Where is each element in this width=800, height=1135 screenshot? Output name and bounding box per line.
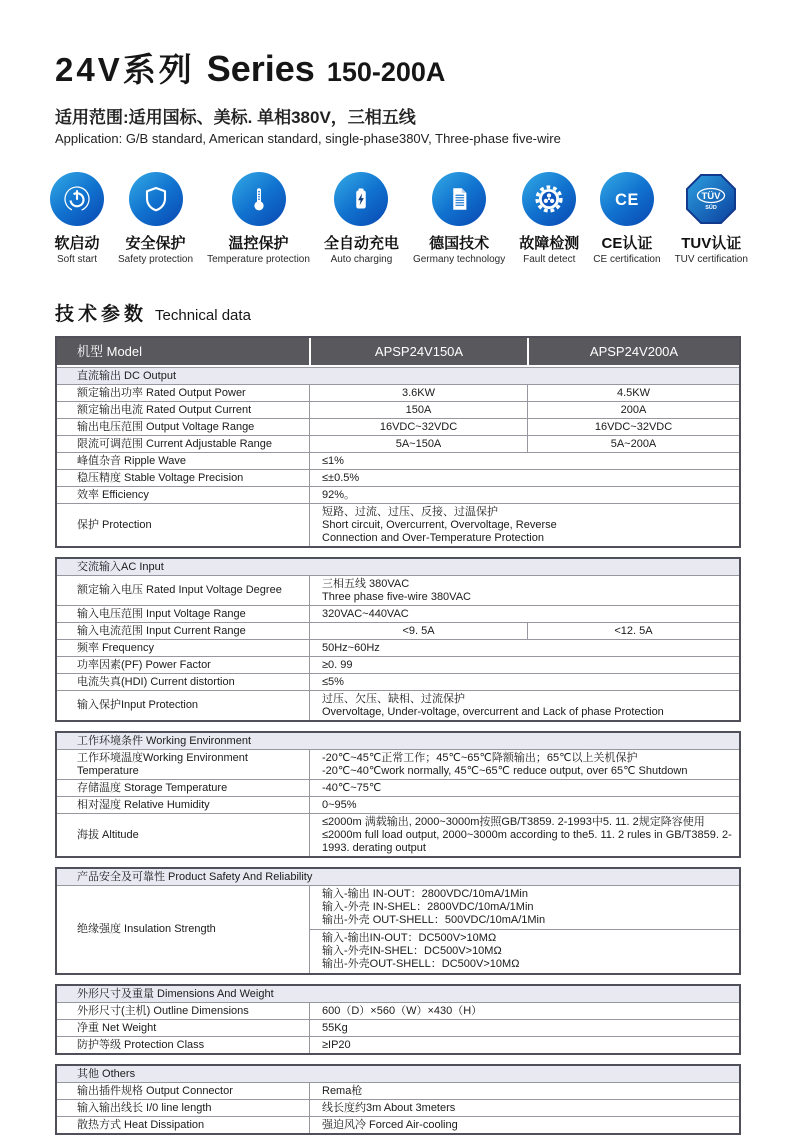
table-row xyxy=(57,1082,739,1099)
value-line: 输出-外壳OUT-SHELL：DC500V>10MΩ xyxy=(322,958,520,970)
table-row xyxy=(57,605,739,622)
row-label: 输入输出线长 I/0 line length xyxy=(77,1101,212,1114)
row-value xyxy=(309,657,739,673)
value-line: -40℃~75℃ xyxy=(322,781,382,794)
row-value xyxy=(309,453,739,469)
table-block xyxy=(55,731,741,858)
section-title: 产品安全及可靠性 Product Safety And Reliability xyxy=(57,869,739,885)
section-header-row xyxy=(57,986,739,1002)
spec-tables xyxy=(55,336,741,1135)
value-line: 输入-外壳 IN-SHEL：2800VDC/10mA/1Min xyxy=(322,901,534,913)
value-line: 50Hz~60Hz xyxy=(322,641,380,654)
feature-icons-row xyxy=(50,172,748,265)
table-row xyxy=(57,503,739,546)
row-value xyxy=(309,780,739,796)
row-value xyxy=(309,814,739,856)
svg-text:TÜV: TÜV xyxy=(701,191,721,202)
value-group xyxy=(310,886,739,929)
row-label: 峰值杂音 Ripple Wave xyxy=(77,454,187,467)
feature-item xyxy=(118,172,193,265)
table-row xyxy=(57,418,739,435)
value-line: ≤2000m full load output, 2000~3000m according to the5. 11. 2 rules in GB/T3859. 2-1993. derating output xyxy=(322,828,732,854)
table-row xyxy=(57,575,739,605)
table-block xyxy=(55,984,741,1055)
table-row xyxy=(57,452,739,469)
table-row xyxy=(57,1099,739,1116)
section-title: 交流输入AC Input xyxy=(57,559,739,575)
table-row xyxy=(57,779,739,796)
feature-label-en: Germany technology xyxy=(412,254,506,265)
section-title: 其他 Others xyxy=(57,1066,739,1082)
feature-item xyxy=(519,172,579,265)
table-row xyxy=(57,401,739,418)
model-column-1: APSP24V150A xyxy=(309,338,527,365)
feature-label-en: Auto charging xyxy=(330,254,393,265)
row-value xyxy=(309,1037,739,1053)
table-row xyxy=(57,1036,739,1053)
feature-item xyxy=(207,172,310,265)
feature-label-cn: 温控保护 xyxy=(228,235,289,252)
technical-data-heading-en: Technical data xyxy=(155,307,251,324)
svg-text:CE: CE xyxy=(615,191,639,209)
row-label: 绝缘强度 Insulation Strength xyxy=(77,923,216,935)
table-row xyxy=(57,639,739,656)
row-value xyxy=(309,1083,739,1099)
section-title: 工作环境条件 Working Environment xyxy=(57,733,739,749)
application-range-cn: 适用范围:适用国标、美标. 单相380V，三相五线 xyxy=(55,108,416,127)
row-label: 额定输入电压 Rated Input Voltage Degree xyxy=(77,584,282,596)
section-header-row xyxy=(57,559,739,575)
row-value xyxy=(309,750,739,779)
value-line: 输入-输出 IN-OUT：2800VDC/10mA/1Min xyxy=(322,888,528,900)
feature-label-en: Safety protection xyxy=(118,254,194,265)
feature-item xyxy=(675,172,748,265)
table-block xyxy=(55,1064,741,1135)
section-header-row xyxy=(57,1066,739,1082)
row-value-stack xyxy=(309,886,739,973)
row-value: <12. 5A xyxy=(527,623,739,639)
technical-data-heading-cn: 技术参数 xyxy=(55,304,148,325)
value-line: Overvoltage, Under-voltage, overcurrent and Lack of phase Protection xyxy=(322,705,664,718)
value-line: 600（D）×560（W）×430（H） xyxy=(322,1004,483,1017)
table-row xyxy=(57,1002,739,1019)
application-range-en: Application: G/B standard, American standard, single-phase380V, Three-phase five-wire xyxy=(55,131,561,146)
battery-charging-icon xyxy=(334,172,388,226)
value-line: 强迫风冷 Forced Air-cooling xyxy=(322,1118,458,1131)
feature-label-en: CE certification xyxy=(593,254,661,265)
row-value: 150A xyxy=(309,402,527,418)
row-value: 3.6KW xyxy=(309,385,527,401)
value-line: ≤2000m 满载输出, 2000~3000m按照GB/T3859. 2-1993中5. 11. 2规定降容使用 xyxy=(322,815,705,828)
title-current-range: 150-200A xyxy=(326,57,446,87)
section-header-row xyxy=(57,733,739,749)
section-header-row xyxy=(57,367,739,384)
technical-data-heading xyxy=(55,299,745,326)
table-row xyxy=(57,1116,739,1133)
value-line: Short circuit, Overcurrent, Overvoltage, Reverse xyxy=(322,518,557,531)
ce-icon xyxy=(600,172,654,226)
feature-label-cn: TUV认证 xyxy=(681,235,742,252)
row-label: 相对湿度 Relative Humidity xyxy=(77,798,210,811)
title-series-en: Series xyxy=(206,48,315,89)
value-group xyxy=(310,929,739,973)
value-line: 输入-外壳IN-SHEL：DC500V>10MΩ xyxy=(322,945,502,957)
table-row xyxy=(57,622,739,639)
row-label: 海拔 Altitude xyxy=(77,828,139,841)
model-header-label: 机型 Model xyxy=(77,344,143,359)
table-row xyxy=(57,673,739,690)
feature-item xyxy=(413,172,505,265)
feature-label-cn: 德国技术 xyxy=(429,235,490,252)
table-row xyxy=(57,749,739,779)
row-value: 16VDC~32VDC xyxy=(309,419,527,435)
feature-item xyxy=(50,172,104,265)
row-value xyxy=(309,1117,739,1133)
row-value xyxy=(309,1100,739,1116)
datasheet-page xyxy=(0,44,800,1131)
section-title: 直流输出 DC Output xyxy=(57,368,739,384)
row-label: 输入电流范围 Input Current Range xyxy=(77,624,246,637)
table-row xyxy=(57,656,739,673)
value-line: Three phase five-wire 380VAC xyxy=(322,590,471,603)
feature-label-en: Soft start xyxy=(56,254,97,265)
thermometer-icon xyxy=(232,172,286,226)
row-value: 200A xyxy=(527,402,739,418)
row-label: 工作环境温度Working Environment Temperature xyxy=(77,751,248,777)
row-value xyxy=(309,691,739,720)
row-label: 稳压精度 Stable Voltage Precision xyxy=(77,471,244,484)
row-label: 额定输出电流 Rated Output Current xyxy=(77,403,252,416)
row-value xyxy=(309,1003,739,1019)
row-value xyxy=(309,487,739,503)
row-value xyxy=(309,504,739,546)
model-header-row xyxy=(57,338,739,367)
row-label: 功率因素(PF) Power Factor xyxy=(77,658,211,671)
row-value xyxy=(309,576,739,605)
row-label: 输入保护Input Protection xyxy=(77,699,199,711)
row-value xyxy=(309,640,739,656)
table-block xyxy=(55,336,741,548)
row-label: 净重 Net Weight xyxy=(77,1021,157,1034)
value-line: ≥IP20 xyxy=(322,1038,351,1051)
feature-label-cn: CE认证 xyxy=(601,235,653,252)
row-label: 防护等级 Protection Class xyxy=(77,1038,205,1051)
tuv-icon xyxy=(684,172,738,226)
row-label: 输出插件规格 Output Connector xyxy=(77,1084,233,1097)
table-row xyxy=(57,690,739,720)
table-row xyxy=(57,486,739,503)
model-column-2: APSP24V200A xyxy=(527,338,739,365)
table-row xyxy=(57,384,739,401)
feature-label-cn: 安全保护 xyxy=(125,235,186,252)
section-header-row xyxy=(57,869,739,885)
row-value: 5A~200A xyxy=(527,436,739,452)
page-header xyxy=(55,44,745,146)
row-label: 存储温度 Storage Temperature xyxy=(77,781,228,794)
value-line: 55Kg xyxy=(322,1021,348,1034)
gear-icon xyxy=(522,172,576,226)
feature-label-cn: 软启动 xyxy=(54,235,100,252)
shield-icon xyxy=(129,172,183,226)
feature-label-cn: 全自动充电 xyxy=(323,235,399,252)
value-line: ≤±0.5% xyxy=(322,471,360,484)
value-line: 输入-输出IN-OUT：DC500V>10MΩ xyxy=(322,932,497,944)
value-line: 输出-外壳 OUT-SHELL：500VDC/10mA/1Min xyxy=(322,914,546,926)
value-line: Connection and Over-Temperature Protection xyxy=(322,531,544,544)
row-value: <9. 5A xyxy=(309,623,527,639)
feature-item xyxy=(593,172,660,265)
value-line: -20℃~40℃work normally, 45℃~65℃ reduce output, over 65℃ Shutdown xyxy=(322,764,688,777)
feature-label-en: Temperature protection xyxy=(207,254,310,265)
value-line: ≤5% xyxy=(322,675,344,688)
row-value: 4.5KW xyxy=(527,385,739,401)
table-row xyxy=(57,435,739,452)
table-row xyxy=(57,796,739,813)
feature-label-en: Fault detect xyxy=(523,254,576,265)
table-block xyxy=(55,867,741,975)
table-block xyxy=(55,557,741,722)
feature-label-en: TUV certification xyxy=(674,254,748,265)
row-value xyxy=(309,606,739,622)
row-label: 效率 Efficiency xyxy=(77,488,149,501)
section-title: 外形尺寸及重量 Dimensions And Weight xyxy=(57,986,739,1002)
value-line: 短路、过流、过压、反接、过温保护 xyxy=(322,505,498,518)
svg-text:SÜD: SÜD xyxy=(705,205,718,211)
row-label: 频率 Frequency xyxy=(77,641,155,654)
row-value xyxy=(309,797,739,813)
row-value xyxy=(309,674,739,690)
row-value: 5A~150A xyxy=(309,436,527,452)
value-line: 0~95% xyxy=(322,798,357,811)
row-label: 散热方式 Heat Dissipation xyxy=(77,1118,205,1131)
row-value xyxy=(309,470,739,486)
row-label: 外形尺寸(主机) Outline Dimensions xyxy=(77,1004,249,1017)
value-line: -20℃~45℃正常工作；45℃~65℃降额输出；65℃以上关机保护 xyxy=(322,751,638,764)
value-line: 三相五线 380VAC xyxy=(322,577,410,590)
table-row xyxy=(57,885,739,973)
title-series-cn: 24V系列 xyxy=(55,51,195,88)
value-line: ≥0. 99 xyxy=(322,658,353,671)
power-icon xyxy=(50,172,104,226)
value-line: 320VAC~440VAC xyxy=(322,607,409,620)
row-value: 16VDC~32VDC xyxy=(527,419,739,435)
value-line: 92%。 xyxy=(322,488,356,501)
value-line: ≤1% xyxy=(322,454,344,467)
row-label: 输入电压范围 Input Voltage Range xyxy=(77,607,246,620)
document-icon xyxy=(432,172,486,226)
row-label: 保护 Protection xyxy=(77,518,152,531)
value-line: 线长度约3m About 3meters xyxy=(322,1101,456,1114)
feature-label-cn: 故障检测 xyxy=(519,235,580,252)
page-title xyxy=(55,44,745,91)
row-label: 额定输出功率 Rated Output Power xyxy=(77,386,246,399)
table-row xyxy=(57,1019,739,1036)
table-row xyxy=(57,469,739,486)
row-value xyxy=(309,1020,739,1036)
value-line: 过压、欠压、缺相、过流保护 xyxy=(322,692,465,705)
feature-item xyxy=(324,172,399,265)
row-label: 限流可调范围 Current Adjustable Range xyxy=(77,437,273,450)
value-line: Rema枪 xyxy=(322,1084,363,1097)
table-row xyxy=(57,813,739,856)
row-label: 输出电压范围 Output Voltage Range xyxy=(77,420,255,433)
row-label: 电流失真(HDI) Current distortion xyxy=(77,675,235,688)
